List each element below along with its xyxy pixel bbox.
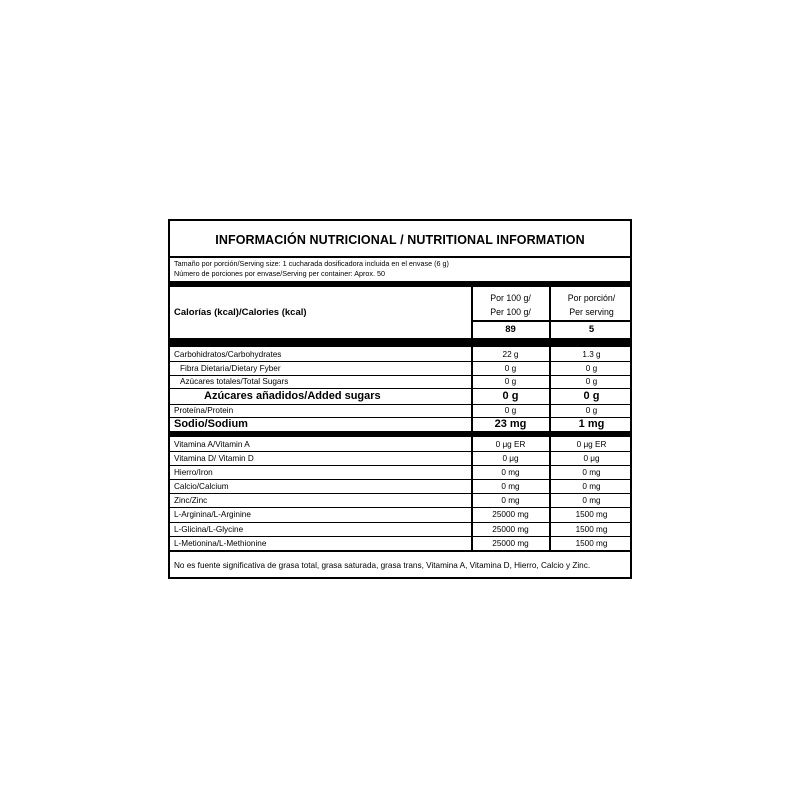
per-100g-header-line2: Per 100 g/ xyxy=(490,307,531,317)
macro-row-perserving: 0 g xyxy=(585,406,598,415)
row-divider xyxy=(170,493,630,494)
calories-label: Calorías (kcal)/Calories (kcal) xyxy=(174,307,307,318)
micro-row-label: Hierro/Iron xyxy=(174,467,213,477)
macro-row-perserving: 0 g xyxy=(585,363,598,373)
nutrition-facts-label xyxy=(168,219,632,579)
macro-row-per100: 0 g xyxy=(504,377,517,386)
micro-row-perserving: 0 μg ER xyxy=(576,439,607,449)
micro-row-per100: 25000 mg xyxy=(492,510,529,519)
macro-row-per100: 22 g xyxy=(502,349,519,359)
macro-row-per100: 0 g xyxy=(504,363,517,373)
micro-row-per100: 0 mg xyxy=(501,495,520,505)
micro-row-label: Zinc/Zinc xyxy=(174,495,208,505)
servings-per-container: Número de porciones por envase/Serving per container: Aprox. 50 xyxy=(174,269,385,278)
macro-row-per100: 23 mg xyxy=(494,418,527,430)
thick-divider xyxy=(170,338,630,347)
macro-row-label: Fibra Dietaria/Dietary Fyber xyxy=(180,363,281,373)
micro-row-perserving: 0 μg xyxy=(583,453,600,463)
micro-row-perserving: 1500 mg xyxy=(575,524,608,534)
micro-row-perserving: 0 mg xyxy=(582,481,601,491)
micro-row-perserving: 0 mg xyxy=(582,495,601,505)
row-divider xyxy=(170,465,630,466)
row-divider xyxy=(170,388,630,389)
macro-row-per100: 0 g xyxy=(504,406,517,415)
macro-row-label: Proteína/Protein xyxy=(174,406,234,415)
micro-row-label: L-Metionina/L-Methionine xyxy=(174,538,267,548)
macro-row-label: Carbohidratos/Carbohydrates xyxy=(174,349,282,359)
micro-row-label: Vitamina D/ Vitamin D xyxy=(174,453,254,463)
row-divider xyxy=(170,361,630,362)
micro-row-per100: 0 mg xyxy=(501,467,520,477)
row-divider xyxy=(170,507,630,508)
macro-row-perserving: 0 g xyxy=(583,390,600,402)
row-divider xyxy=(170,522,630,523)
row-divider xyxy=(170,451,630,452)
thick-divider xyxy=(170,431,630,437)
thick-divider xyxy=(170,281,630,287)
row-divider xyxy=(170,404,630,405)
micro-row-label: Calcio/Calcium xyxy=(174,481,229,491)
label-title: INFORMACIÓN NUTRICIONAL / NUTRITIONAL INFORMATION xyxy=(215,233,585,247)
macro-row-label: Sodio/Sodium xyxy=(174,418,248,430)
micro-row-label: Vitamina A/Vitamin A xyxy=(174,439,250,449)
micro-row-perserving: 1500 mg xyxy=(575,510,608,519)
micro-row-perserving: 0 mg xyxy=(582,467,601,477)
micro-row-perserving: 1500 mg xyxy=(575,538,608,548)
per-serving-header-line1: Por porción/ xyxy=(567,293,616,303)
micro-row-label: L-Glicina/L-Glycine xyxy=(174,524,244,534)
macro-row-perserving: 1 mg xyxy=(578,418,605,430)
micro-row-per100: 25000 mg xyxy=(492,524,529,534)
per-100g-header-line1: Por 100 g/ xyxy=(490,293,531,303)
calories-per-serving: 5 xyxy=(588,324,595,335)
micro-row-label: L-Arginina/L-Arginine xyxy=(174,510,251,519)
micro-row-per100: 0 mg xyxy=(501,481,520,491)
divider xyxy=(471,320,630,322)
row-divider xyxy=(170,375,630,376)
calories-per-100g: 89 xyxy=(505,324,516,335)
row-divider xyxy=(170,479,630,480)
macro-row-per100: 0 g xyxy=(502,390,519,402)
macro-row-perserving: 1.3 g xyxy=(582,349,601,359)
micro-row-per100: 0 μg ER xyxy=(495,439,526,449)
row-divider xyxy=(170,536,630,537)
footnote: No es fuente significativa de grasa total, grasa saturada, grasa trans, Vitamina A, Vitamina D, Hierro, Calcio y Zinc. xyxy=(174,561,591,570)
per-serving-header-line2: Per serving xyxy=(569,307,614,317)
micro-row-per100: 25000 mg xyxy=(492,538,529,548)
divider xyxy=(170,550,630,552)
macro-row-label: Azúcares totales/Total Sugars xyxy=(180,377,289,386)
serving-size: Tamaño por porción/Serving size: 1 cucharada dosificadora incluida en el envase (6 g) xyxy=(174,259,449,268)
macro-row-perserving: 0 g xyxy=(585,377,598,386)
divider xyxy=(170,256,630,258)
macro-row-label: Azúcares añadidos/Added sugars xyxy=(204,390,381,402)
micro-row-per100: 0 μg xyxy=(502,453,519,463)
